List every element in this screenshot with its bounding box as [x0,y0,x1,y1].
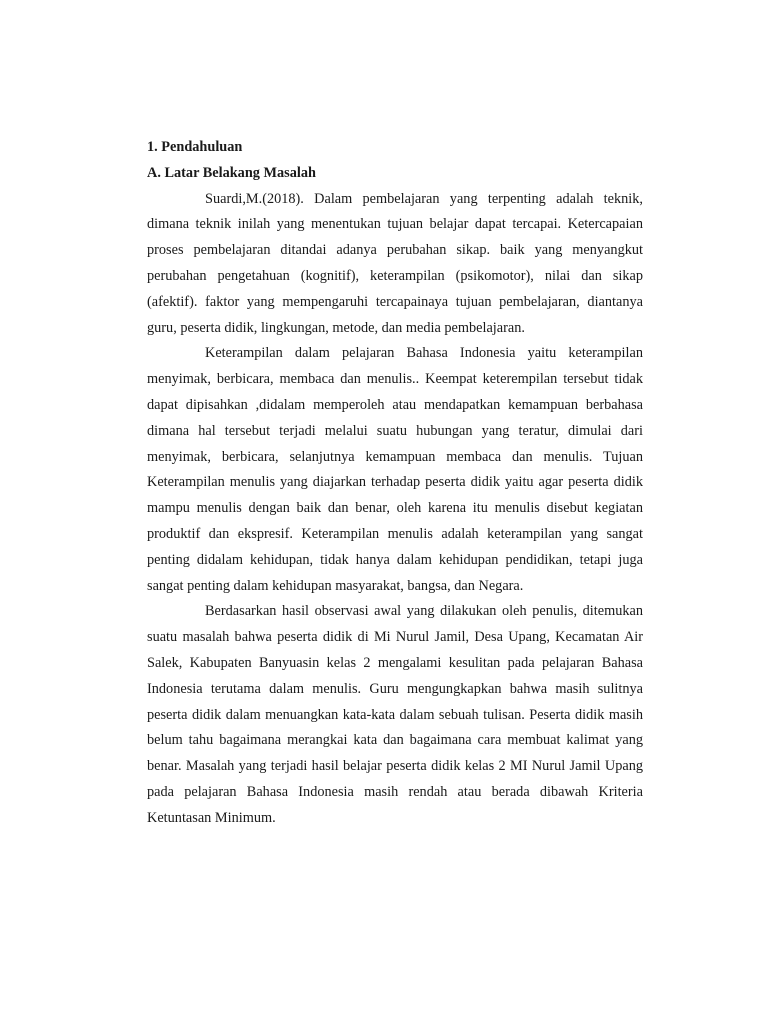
document-content [147,135,643,832]
paragraph-1: Suardi,M.(2018). Dalam pembelajaran yang terpenting adalah teknik, dimana teknik inilah yang menentukan tujuan belajar dapat tercapai. Ketercapaian proses pembelajaran ditandai adanya perubahan sikap. baik yang menyangkut perubahan pengetahuan (kognitif), keterampilan (psikomotor), nilai dan sikap (afektif). faktor yang mempengaruhi tercapainaya tujuan pembelajaran, diantanya guru, peserta didik, lingkungan, metode, dan media pembelajaran. [147,190,643,336]
section-heading: 1. Pendahuluan [147,139,243,155]
paragraph-2: Keterampilan dalam pelajaran Bahasa Indonesia yaitu keterampilan menyimak, berbicara, membaca dan menulis.. Keempat keterempilan tersebut tidak dapat dipisahkan ,didalam memperoleh atau mendapatkan kemampuan berbahasa dimana hal tersebut terjadi melalui suatu hubungan yang teratur, dimulai dari menyimak, berbicara, selanjutnya kemampuan membaca dan menulis. Tujuan Keterampilan menulis yang diajarkan terhadap peserta didik yaitu agar peserta didik mampu menulis dengan baik dan benar, oleh karena itu menulis disebut kegiatan produktif dan ekspresif. Keterampilan menulis adalah keterampilan yang sangat penting didalam kehidupan, tidak hanya dalam kehidupan pendidikan, tetapi juga sangat penting dalam kehidupan masyarakat, bangsa, dan Negara. [147,345,643,594]
paragraph-3: Berdasarkan hasil observasi awal yang dilakukan oleh penulis, ditemukan suatu masalah bahwa peserta didik di Mi Nurul Jamil, Desa Upang, Kecamatan Air Salek, Kabupaten Banyuasin kelas 2 mengalami kesulitan pada pelajaran Bahasa Indonesia terutama dalam menulis. Guru mengungkapkan bahwa masih sulitnya peserta didik dalam menuangkan kata-kata dalam sebuah tulisan. Peserta didik masih belum tahu bagaimana merangkai kata dan bagaimana cara membuat kalimat yang benar. Masalah yang terjadi hasil belajar peserta didik kelas 2 MI Nurul Jamil Upang pada pelajaran Bahasa Indonesia masih rendah atau berada dibawah Kriteria Ketuntasan Minimum. [147,603,643,826]
subsection-heading: A. Latar Belakang Masalah [147,164,316,181]
